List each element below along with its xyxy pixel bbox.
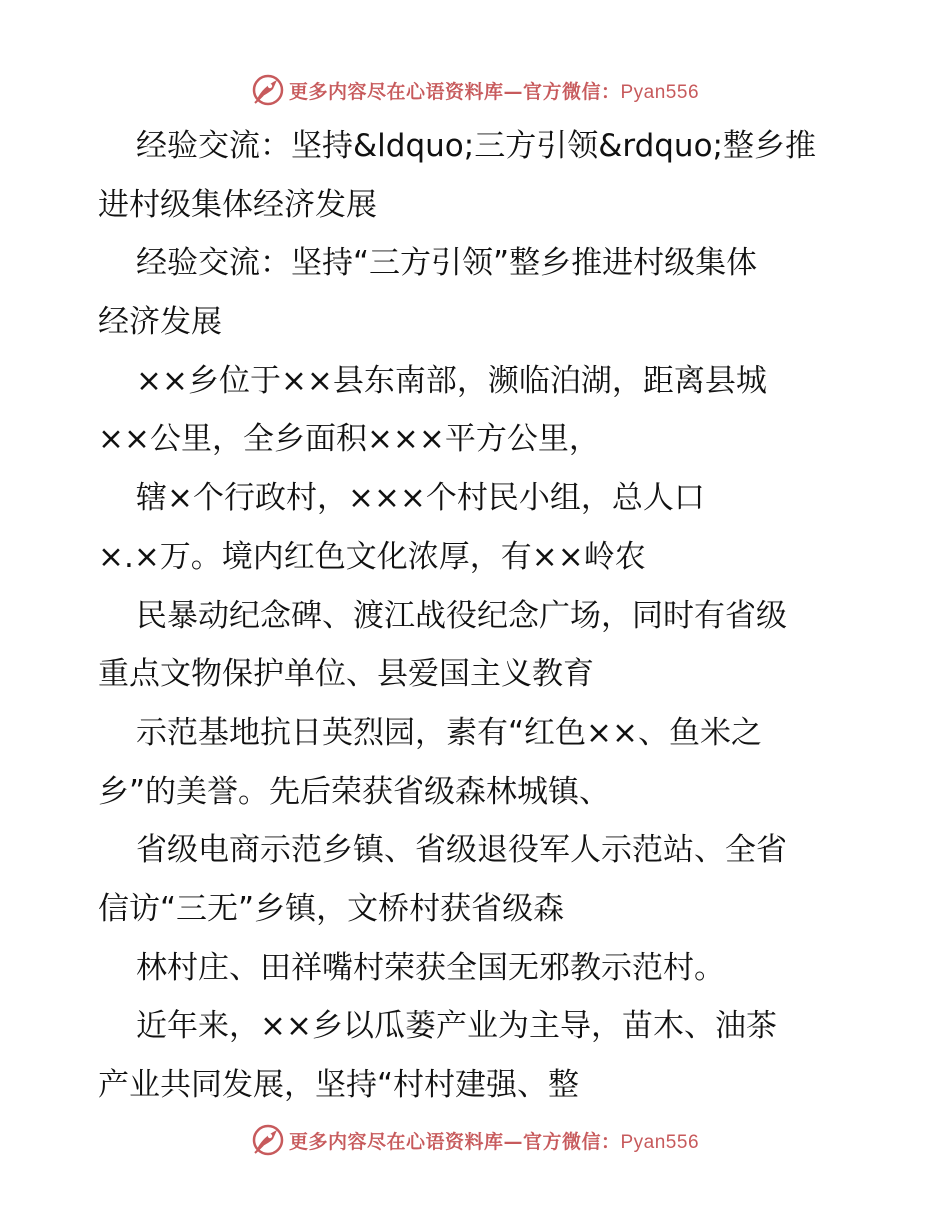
text-line: 省级电商示范乡镇、省级退役军人示范站、全省 [136,832,787,869]
wechat-id: Pyan556 [620,1131,700,1153]
wechat-id: Pyan556 [620,81,700,103]
pen-nib-circle-icon [251,73,285,107]
brand-dash: — [503,80,523,103]
text-line: 经验交流：坚持&ldquo;三方引领&rdquo;整乡推 [136,128,816,164]
text-line: 乡”的美誉。先后荣获省级森林城镇、 [98,773,611,810]
text-line: 经济发展 [98,304,222,341]
brand-text: 更多内容尽在心语资料库 [288,1130,504,1153]
text-line: 产业共同发展，坚持“村村建强、整 [98,1067,580,1103]
wechat-label: 官方微信： [522,1130,621,1153]
text-line: 进村级集体经济发展 [98,186,377,223]
text-line: 林村庄、田祥嘴村荣获全国无邪教示范村。 [136,949,725,986]
brand-dash: — [503,1130,523,1153]
header-watermark [0,70,950,110]
text-line: 民暴动纪念碑、渡江战役纪念广场，同时有省级 [136,597,787,634]
text-line: ×.×万。境内红色文化浓厚，有××岭农 [98,538,646,575]
text-line: 示范基地抗日英烈园，素有“红色××、鱼米之 [136,714,763,751]
wechat-label: 官方微信： [522,80,621,103]
text-line: 信访“三无”乡镇，文桥村获省级森 [98,890,565,927]
text-line: 辖×个行政村，×××个村民小组，总人口 [136,480,705,517]
pen-nib-circle-icon [251,1123,285,1157]
text-line: 近年来，××乡以瓜蒌产业为主导，苗木、油茶 [136,1008,777,1045]
text-line: ××公里，全乡面积×××平方公里， [98,421,600,458]
document-body [98,117,858,1115]
text-line: 重点文物保护单位、县爱国主义教育 [98,656,594,693]
brand-text: 更多内容尽在心语资料库 [288,80,504,103]
text-line: 经验交流：坚持“三方引领”整乡推进村级集体 [136,245,758,282]
text-line: ××乡位于××县东南部，濒临泊湖，距离县城 [136,362,767,399]
footer-watermark [0,1120,950,1160]
